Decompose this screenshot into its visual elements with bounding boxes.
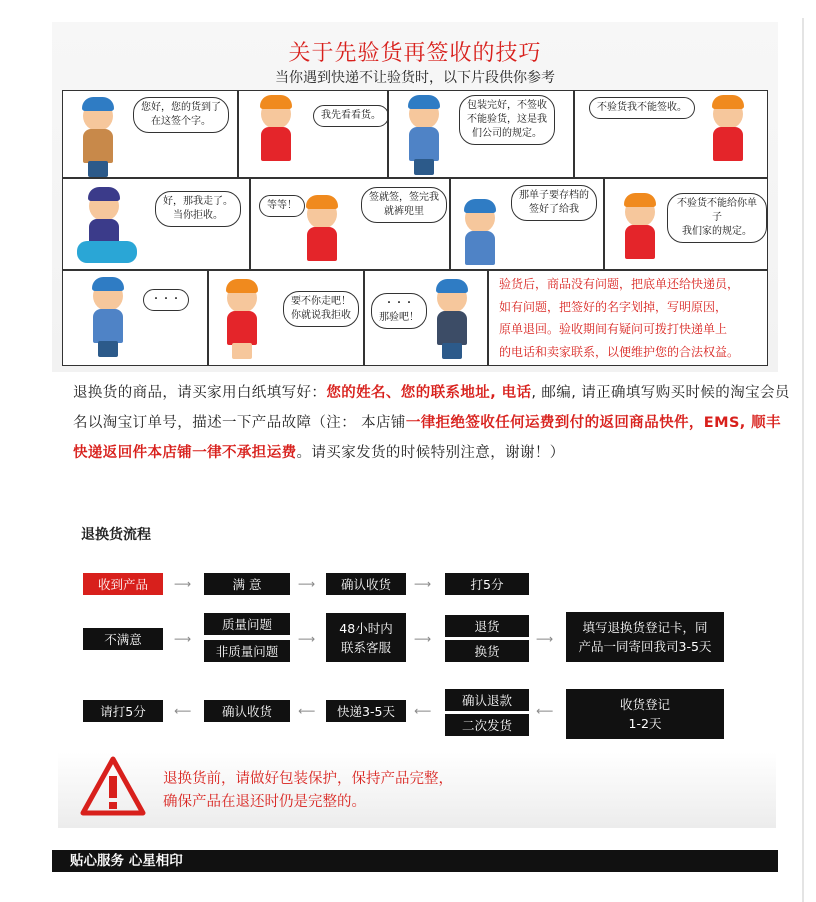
warning-text [163, 768, 453, 814]
advice-line: 原单退回。验收期间有疑问可拨打快递单上 [499, 322, 728, 336]
advice-line: 如有问题，把签好的名字划掉，写明原因， [499, 299, 728, 314]
comic-panel-1 [62, 90, 238, 178]
notice-text: , 邮编, 请正确填写购买时候的淘宝会员名以淘宝订单号，描述一下产品故障（注： 本店铺 [73, 385, 790, 431]
step-non-quality-issue: 非质量问题 [204, 640, 290, 662]
service-footer-bar: 贴心服务 心星相印 [52, 850, 778, 872]
warning-icon [80, 756, 146, 816]
comic-panel-3 [388, 90, 574, 178]
comic-panel-9 [62, 270, 208, 366]
step-rate-5: 打5分 [445, 573, 529, 595]
comic-panel-11 [364, 270, 488, 366]
notice-text: 。请买家发货的时候特别注意，谢谢！） [296, 445, 565, 461]
step-confirm-receipt-2: 确认收货 [204, 700, 290, 722]
step-contact-48h: 48小时内 联系客服 [326, 613, 406, 662]
comic-panel-5 [62, 178, 250, 270]
speech-bubble: 签就签，签完我 就裤兜里 [361, 187, 447, 223]
arrow-icon: ⟶ [298, 577, 316, 591]
advice-line: 验货后，商品没有问题，把底单还给快递员， [499, 277, 740, 291]
speech-bubble: 好，那我走了。 当你拒收。 [155, 191, 241, 227]
comic-panel-7 [450, 178, 604, 270]
speech-bubble: 包装完好，不签收 不能验货，这是我 们公司的规定。 [459, 95, 555, 145]
arrow-icon: ⟶ [414, 704, 432, 718]
step-receipt-register: 收货登记 1-2天 [566, 689, 724, 739]
step-return: 退货 [445, 615, 529, 637]
step-express: 快递3-5天 [326, 700, 406, 722]
step-unsatisfied: 不满意 [83, 628, 163, 650]
step-quality-issue: 质量问题 [204, 613, 290, 635]
speech-bubble: ・・・ [143, 289, 189, 311]
warning-line: 退换货前，请做好包装保护，保持产品完整， [163, 771, 453, 787]
step-please-rate-5: 请打5分 [83, 700, 163, 722]
comic-title: 关于先验货再签收的技巧 [288, 41, 542, 66]
comic-panel-10 [208, 270, 364, 366]
comic-subtitle: 当你遇到快递不让验货时，以下片段供你参考 [275, 70, 555, 86]
arrow-icon: ⟶ [174, 704, 192, 718]
advice-text [499, 273, 739, 363]
arrow-icon: ⟶ [414, 577, 432, 591]
notice-text: 退换货的商品，请买家用白纸填写好： [73, 385, 327, 401]
comic-panel-4 [574, 90, 768, 178]
step-fill-card: 填写退换货登记卡，同 产品一同寄回我司3-5天 [566, 612, 724, 662]
notice-highlight: 您的姓名、您的联系地址, 电话 [326, 385, 532, 401]
arrow-icon: ⟶ [536, 632, 554, 646]
speech-bubble: 不验货我不能签收。 [589, 97, 695, 119]
right-divider [802, 18, 804, 902]
warning-line: 确保产品在退还时仍是完整的。 [163, 794, 366, 810]
speech-bubble: 不验货不能给你单子 我们家的规定。 [667, 193, 767, 243]
comic-panel-2 [238, 90, 388, 178]
speech-bubble: ・・・ 那验吧！ [371, 293, 427, 329]
speech-bubble: 那单子要存档的 签好了给我 [511, 185, 597, 221]
return-notice-paragraph [73, 378, 793, 468]
notice-highlight: 一律拒绝签收任何运费到付的返回商品快件，EMS, 顺丰快递返回件本店铺一律不承担运费 [73, 415, 781, 461]
arrow-icon: ⟶ [174, 632, 192, 646]
flow-title: 退换货流程 [81, 527, 151, 543]
speech-bubble: 您好，您的货到了 在这签个字。 [133, 97, 229, 133]
speech-bubble: 要不你走吧！ 你就说我拒收 [283, 291, 359, 327]
arrow-icon: ⟶ [414, 632, 432, 646]
speech-bubble: 我先看看货。 [313, 105, 388, 127]
comic-advice-panel [488, 270, 768, 366]
comic-panel-8 [604, 178, 768, 270]
arrow-icon: ⟶ [536, 704, 554, 718]
step-satisfied: 满 意 [204, 573, 290, 595]
speech-bubble: 等等！ [259, 195, 305, 217]
arrow-icon: ⟶ [298, 632, 316, 646]
comic-section [52, 22, 778, 372]
comic-panel-6 [250, 178, 450, 270]
step-second-ship: 二次发货 [445, 714, 529, 736]
step-received: 收到产品 [83, 573, 163, 595]
arrow-icon: ⟶ [298, 704, 316, 718]
step-exchange: 换货 [445, 640, 529, 662]
step-confirm-receipt: 确认收货 [326, 573, 406, 595]
arrow-icon: ⟶ [174, 577, 192, 591]
advice-line: 的电话和卖家联系，以便维护您的合法权益。 [499, 344, 740, 359]
step-confirm-refund: 确认退款 [445, 689, 529, 711]
